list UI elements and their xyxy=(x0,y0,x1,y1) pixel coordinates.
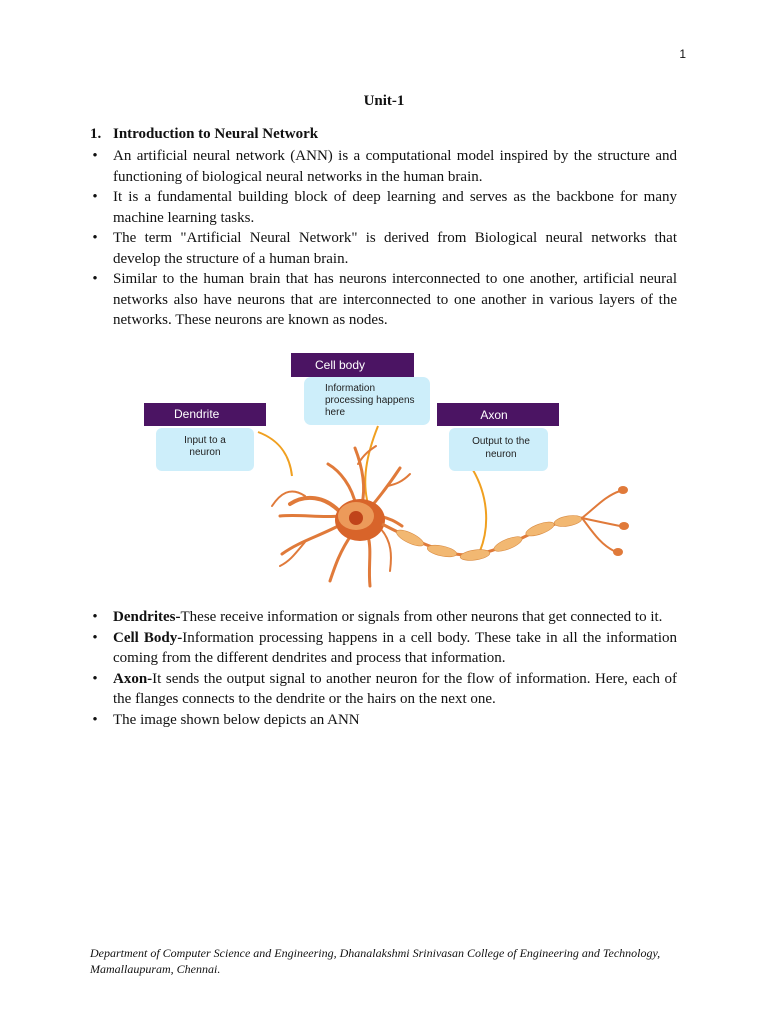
dendrite-label: Dendrite xyxy=(174,407,220,421)
axon-desc-line: Output to the xyxy=(472,436,530,447)
bullet-text: Similar to the human brain that has neurons interconnected to one another, artificial neural networks also have neurons that are interconnected to one another in various layers of the networks. These neurons are known as nodes. xyxy=(113,271,677,328)
section-number: 1. xyxy=(90,126,102,142)
bullet-term: Axon- xyxy=(113,670,153,687)
axon-terminal-buttons xyxy=(613,486,629,556)
bullet-icon: • xyxy=(92,629,98,646)
list-item xyxy=(90,146,677,187)
axon-leader-line xyxy=(473,470,486,551)
bullet-text: Information processing happens in a cell body. These take in all the information coming from the different dendrites and process that information. xyxy=(113,629,677,666)
axon-terminals xyxy=(582,491,620,551)
bullet-icon: • xyxy=(92,711,98,728)
bullet-icon: • xyxy=(92,230,98,246)
section-heading-text: Introduction to Neural Network xyxy=(113,126,319,142)
list-item xyxy=(90,607,677,628)
page-title: Unit-1 xyxy=(363,93,405,109)
bullet-text: The image shown below depicts an ANN xyxy=(113,711,360,728)
list-item xyxy=(90,710,677,731)
cell-body-desc-line: here xyxy=(325,407,346,418)
cell-body-desc-line: Information xyxy=(325,383,376,394)
detail-bullet-list xyxy=(90,607,677,730)
section-heading xyxy=(90,126,318,143)
bullet-text: An artificial neural network (ANN) is a computational model inspired by the structure and functioning of biological neural networks in the human brain. xyxy=(113,148,677,185)
cell-body-shape xyxy=(335,499,385,541)
bullet-text: It is a fundamental building block of deep learning and serves as the backbone for many machine learning tasks. xyxy=(113,189,677,226)
bullet-text: It sends the output signal to another neuron for the flow of information. Here, each of the flanges connects to the dendrite or the hairs on the next one. xyxy=(113,670,677,707)
list-item xyxy=(90,228,677,269)
intro-bullet-list xyxy=(90,146,677,331)
cell-body-desc-line: processing happens xyxy=(325,395,415,406)
myelin-sheath xyxy=(394,514,582,562)
dendrite-desc-line: Input to a xyxy=(184,435,226,446)
cell-body-label: Cell body xyxy=(315,358,366,372)
dendrite-desc-line: neuron xyxy=(189,447,221,458)
bullet-icon: • xyxy=(92,670,98,687)
bullet-icon: • xyxy=(92,271,98,287)
axon-label: Axon xyxy=(480,408,508,422)
neuron-diagram xyxy=(130,346,640,598)
bullet-icon: • xyxy=(92,189,98,205)
bullet-text: The term "Artificial Neural Network" is derived from Biological neural networks that develop the structure of a human brain. xyxy=(113,230,677,267)
page-footer: Department of Computer Science and Engineering, Dhanalakshmi Srinivasan College of Engineering and Technology, Mamallaupuram, Chennai. xyxy=(90,946,661,976)
list-item xyxy=(90,187,677,228)
list-item xyxy=(90,628,677,669)
axon-desc-line: neuron xyxy=(485,449,517,460)
list-item xyxy=(90,269,677,331)
cell-body-leader-line xyxy=(365,426,378,504)
bullet-term: Cell Body- xyxy=(113,629,183,646)
dendrite-leader-line xyxy=(258,432,292,476)
page-number: 1 xyxy=(679,47,686,61)
bullet-icon: • xyxy=(92,609,98,625)
bullet-text: These receive information or signals from other neurons that get connected to it. xyxy=(180,609,663,625)
bullet-term: Dendrites- xyxy=(113,609,181,625)
bullet-icon: • xyxy=(92,148,98,164)
list-item xyxy=(90,669,677,710)
